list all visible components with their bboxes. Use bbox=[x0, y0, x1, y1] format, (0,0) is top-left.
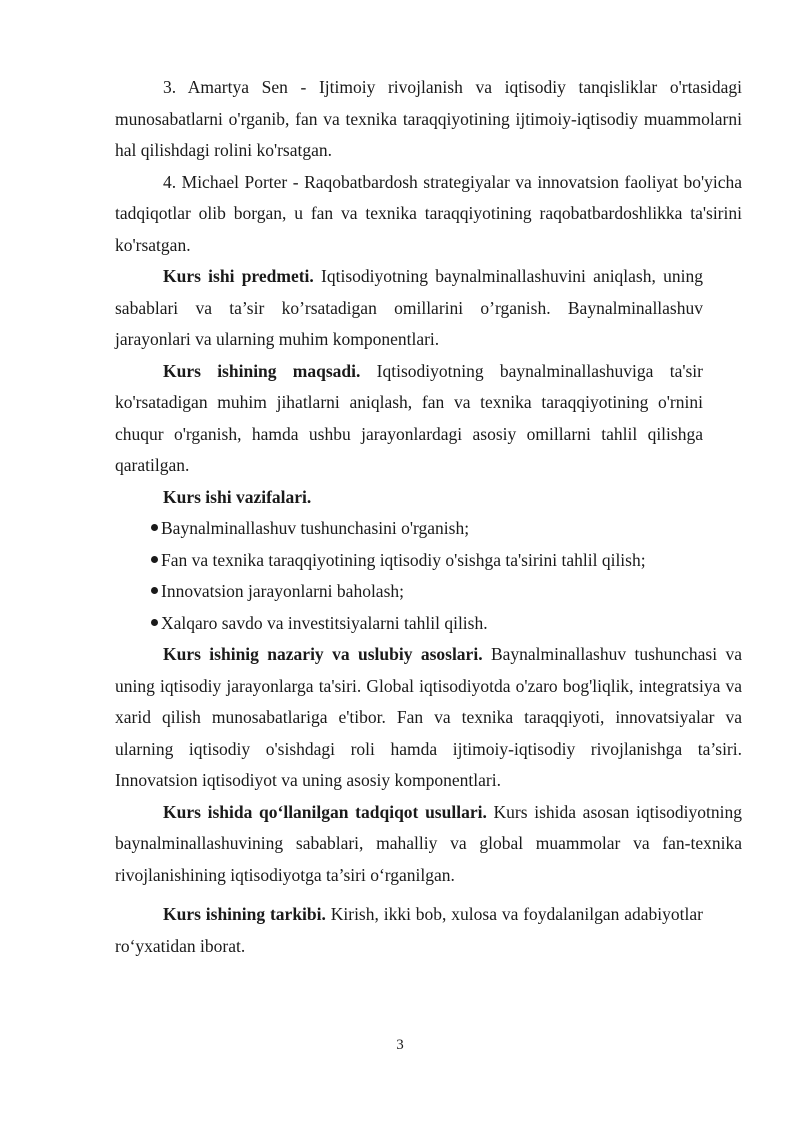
heading-tadqiqot-usullari: Kurs ishida qo‘llanilgan tadqiqot usullari. bbox=[163, 801, 487, 822]
heading-kurs-predmeti: Kurs ishi predmeti. bbox=[163, 266, 314, 286]
paragraph-kurs-tarkibi bbox=[115, 899, 703, 962]
paragraph-kurs-predmeti bbox=[115, 261, 703, 356]
paragraph-michael-porter: 4. Michael Porter - Raqobatbardosh strategiyalar va innovatsion faoliyat bo'yicha tadqiqotlar olib borgan, u fan va texnika taraqqiyotining raqobatbardoshlikka ta'sirini ko'rsatgan. bbox=[115, 171, 742, 255]
paragraph-tadqiqot-usullari bbox=[115, 797, 742, 892]
bullet-item bbox=[115, 513, 742, 545]
page-number: 3 bbox=[396, 1037, 404, 1053]
bullet-item bbox=[115, 545, 742, 577]
text-nazariy-asoslari: Baynalminallashuv tushunchasi va uning iqtisodiy jarayonlarga ta'siri. Global iqtisodiyotda o'zaro bog'liqlik, integratsiya va xarid qilish munosabatlariga e'tibor. Fan va texnika taraqqiyoti, innovatsiyalar va ularning iqtisodiy o'sishdagi roli hamda ijtimoiy-iqtisodiy rivojlanishga ta’siri. Innovatsion iqtisodiyot va uning asosiy komponentlari. bbox=[115, 644, 742, 790]
text-kurs-maqsadi: Iqtisodiyotning baynalminallashuviga ta'sir ko'rsatadigan muhim jihatlarni aniqlash, fan va texnika taraqqiyotining o'rnini chuqur o'rganish, hamda ushbu jarayonlardagi asosiy omillarni tahlil qilishga qaratilgan. bbox=[115, 360, 703, 475]
heading-kurs-tarkibi: Kurs ishining tarkibi. bbox=[163, 904, 326, 924]
text-kurs-tarkibi: Kirish, ikki bob, xulosa va foydalanilgan adabiyotlar ro‘yxatidan iborat. bbox=[115, 904, 703, 956]
heading-nazariy-asoslari: Kurs ishinig nazariy va uslubiy asoslari. bbox=[163, 644, 483, 664]
paragraph-amartya-sen: 3. Amartya Sen - Ijtimoiy rivojlanish va iqtisodiy tanqisliklar o'rtasidagi munosabatlarni o'rganib, fan va texnika taraqqiyotining ijtimoiy-iqtisodiy muammolarni hal qilishdagi rolini ko'rsatgan. bbox=[115, 77, 742, 160]
paragraph-nazariy-asoslari bbox=[115, 639, 742, 797]
text-kurs-predmeti: Iqtisodiyotning baynalminallashuvini aniqlash, uning sabablari va ta’sir ko’rsatadigan omillarini o’rganish. Baynalminallashuv jarayonlari va ularning muhim komponentlari. bbox=[115, 266, 703, 349]
bullet-item bbox=[115, 608, 742, 640]
bullet-icon bbox=[151, 619, 158, 626]
bullet-text: Innovatsion jarayonlarni baholash; bbox=[161, 581, 404, 601]
bullet-text: Xalqaro savdo va investitsiyalarni tahlil qilish. bbox=[161, 612, 488, 633]
heading-kurs-vazifalari: Kurs ishi vazifalari. bbox=[163, 486, 312, 507]
bullet-text: Baynalminallashuv tushunchasini o'rganish; bbox=[161, 518, 470, 538]
bullet-icon bbox=[151, 587, 158, 594]
heading-kurs-maqsadi: Kurs ishining maqsadi. bbox=[163, 360, 361, 381]
paragraph-kurs-maqsadi bbox=[115, 356, 703, 482]
bullet-text: Fan va texnika taraqqiyotining iqtisodiy o'sishga ta'sirini tahlil qilish; bbox=[161, 549, 646, 570]
bullet-item bbox=[115, 576, 742, 608]
paragraph-kurs-vazifalari bbox=[115, 482, 742, 514]
bullet-icon bbox=[151, 524, 158, 531]
bullet-icon bbox=[151, 556, 158, 563]
page-content bbox=[115, 72, 742, 962]
text-tadqiqot-usullari: Kurs ishida asosan iqtisodiyotning baynalminallashuvining sabablari, mahalliy va global muammolar va fan-texnika rivojlanishining iqtisodiyotga ta’siri o‘rganilgan. bbox=[115, 801, 742, 885]
